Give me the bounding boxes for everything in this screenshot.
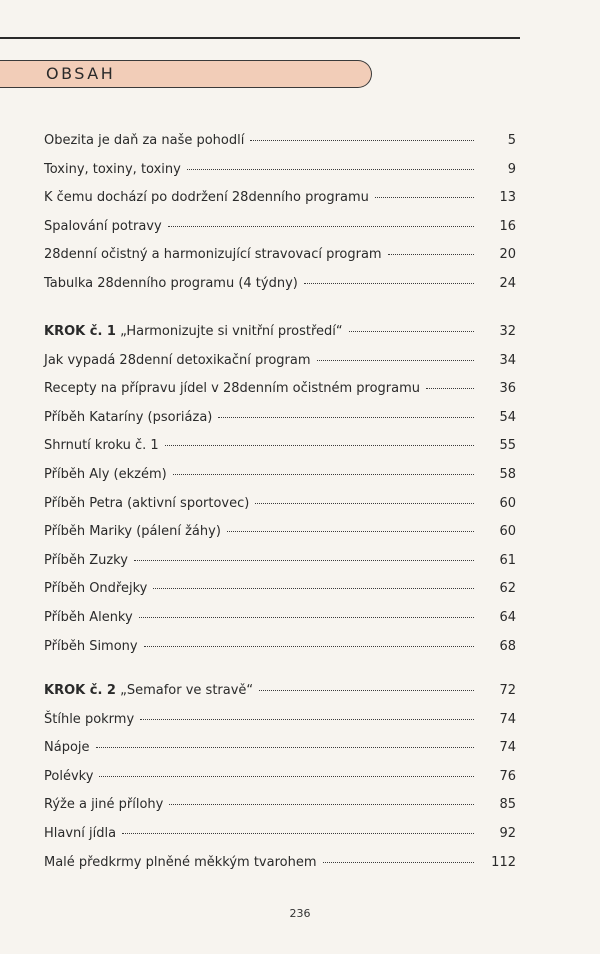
toc-page-number: 24 xyxy=(499,276,516,291)
toc-entry[interactable] xyxy=(44,524,516,540)
toc-entry[interactable] xyxy=(44,639,516,655)
toc-page-number: 76 xyxy=(499,768,516,784)
dot-leader xyxy=(187,169,474,170)
dot-leader xyxy=(375,197,474,198)
dot-leader xyxy=(388,254,474,255)
dot-leader xyxy=(144,646,474,647)
toc-entry-title xyxy=(44,353,311,369)
toc-entry-text: Příběh Alenky xyxy=(44,610,133,625)
toc-entry-text: „Harmonizujte si vnitřní prostředí“ xyxy=(120,324,343,339)
toc-entry[interactable] xyxy=(44,712,516,728)
toc-entry[interactable] xyxy=(44,826,516,842)
toc-entry-text: Příběh Simony xyxy=(44,638,138,654)
toc-entry-text: Nápoje xyxy=(44,740,90,756)
toc-page-number: 62 xyxy=(499,581,516,597)
dot-leader xyxy=(165,445,474,446)
toc-page-number: 60 xyxy=(499,524,516,540)
dot-leader xyxy=(168,226,474,227)
toc-entry-title xyxy=(44,190,369,206)
toc-entry-text: Shrnutí kroku č. 1 xyxy=(44,438,159,454)
toc-entry-text: Polévky xyxy=(44,768,94,784)
toc-page-number: 13 xyxy=(499,190,516,206)
toc-entry[interactable] xyxy=(44,438,516,454)
section-header-tab xyxy=(0,60,372,88)
toc-entry-title xyxy=(44,496,249,512)
toc-entry[interactable] xyxy=(44,467,516,483)
toc-entry[interactable] xyxy=(44,855,516,871)
toc-entry[interactable] xyxy=(44,410,516,426)
page-number: 236 xyxy=(289,907,311,920)
toc-entry-text: Jak vypadá 28denní detoxikační program xyxy=(44,352,311,368)
toc-entry-title xyxy=(44,162,181,178)
toc-entry-text: „Semafor ve stravě“ xyxy=(120,683,254,698)
toc-entry[interactable] xyxy=(44,190,516,206)
dot-leader xyxy=(227,531,474,532)
toc-page-number: 36 xyxy=(499,381,516,397)
toc-entry-text: Toxiny, toxiny, toxiny xyxy=(44,161,181,177)
toc-entry-title xyxy=(44,276,298,292)
dot-leader xyxy=(153,588,474,589)
toc-entry[interactable] xyxy=(44,324,516,340)
dot-leader xyxy=(134,560,474,561)
toc-page-number: 72 xyxy=(499,683,516,698)
toc-step-label: KROK č. 1 xyxy=(44,324,116,339)
toc-page-number: 68 xyxy=(499,638,516,654)
toc-entry-title xyxy=(44,683,253,699)
toc-entry-text: Obezita je daň za naše pohodlí xyxy=(44,133,245,148)
toc-entry-text: Malé předkrmy plněné měkkým tvarohem xyxy=(44,854,317,870)
toc-entry-title xyxy=(44,855,317,871)
toc-page-number: 74 xyxy=(499,711,516,727)
dot-leader xyxy=(218,417,474,418)
toc-entry-text: Recepty na přípravu jídel v 28denním očistném programu xyxy=(44,381,421,397)
toc-entry-text: Příběh Mariky (pálení žáhy) xyxy=(44,524,221,540)
toc-entry-title xyxy=(44,381,420,397)
toc-page-number: 32 xyxy=(499,324,516,339)
toc-entry[interactable] xyxy=(44,683,516,699)
toc-page-number: 85 xyxy=(499,797,516,813)
toc-page-number: 61 xyxy=(499,552,516,568)
toc-page-number: 20 xyxy=(499,247,516,263)
dot-leader xyxy=(426,388,474,389)
toc-page-number: 5 xyxy=(507,133,516,148)
toc-entry-title xyxy=(44,740,90,756)
dot-leader xyxy=(349,331,474,332)
dot-leader xyxy=(317,360,474,361)
dot-leader xyxy=(140,719,474,720)
dot-leader xyxy=(139,617,474,618)
toc-entry-text: Tabulka 28denního programu (4 týdny) xyxy=(44,276,298,291)
toc-entry-title xyxy=(44,712,134,728)
toc-entry-text: Hlavní jídla xyxy=(44,826,117,841)
toc-entry-title xyxy=(44,219,162,235)
toc-entry[interactable] xyxy=(44,381,516,397)
toc-page-number: 60 xyxy=(499,495,516,511)
toc-entry-title xyxy=(44,524,221,540)
toc-entry-title xyxy=(44,438,159,454)
toc-step-label: KROK č. 2 xyxy=(44,683,116,698)
toc-entry[interactable] xyxy=(44,610,516,626)
toc-entry-title xyxy=(44,553,128,569)
toc-page-number: 58 xyxy=(499,467,516,482)
dot-leader xyxy=(250,140,474,141)
toc-entry-title xyxy=(44,247,382,263)
toc-entry-text: Rýže a jiné přílohy xyxy=(44,797,164,813)
toc-entry-text: Příběh Aly (ekzém) xyxy=(44,467,167,482)
dot-leader xyxy=(99,776,474,777)
toc-entry[interactable] xyxy=(44,797,516,813)
toc-entry-text: K čemu dochází po dodržení 28denního programu xyxy=(44,190,369,206)
toc-entry-text: 28denní očistný a harmonizující stravovací program xyxy=(44,247,382,263)
toc-entry[interactable] xyxy=(44,247,516,263)
dot-leader xyxy=(259,690,474,691)
top-rule xyxy=(0,37,520,39)
toc-page-number: 54 xyxy=(499,409,516,425)
dot-leader xyxy=(255,503,474,504)
toc-entry[interactable] xyxy=(44,740,516,756)
toc-entry-text: Štíhle pokrmy xyxy=(44,711,135,727)
dot-leader xyxy=(96,747,474,748)
toc-entry-title xyxy=(44,324,343,340)
dot-leader xyxy=(169,804,474,805)
toc-entry-title xyxy=(44,410,212,426)
toc-page-number: 112 xyxy=(491,854,516,870)
toc-entry-text: Příběh Zuzky xyxy=(44,552,128,568)
toc-entry-title xyxy=(44,133,244,149)
toc-entry-title xyxy=(44,797,163,813)
toc-entry-title xyxy=(44,467,167,483)
toc-entry-title xyxy=(44,581,147,597)
dot-leader xyxy=(173,474,474,475)
toc-entry-text: Spalování potravy xyxy=(44,218,162,234)
toc-page-number: 9 xyxy=(507,161,516,177)
dot-leader xyxy=(323,862,474,863)
toc-entry[interactable] xyxy=(44,581,516,597)
toc-entry[interactable] xyxy=(44,276,516,292)
toc-page-number: 55 xyxy=(499,438,516,454)
toc-page-number: 64 xyxy=(499,610,516,625)
toc-entry-title xyxy=(44,826,116,842)
toc-entry-text: Příběh Ondřejky xyxy=(44,581,148,597)
toc-entry-title xyxy=(44,610,133,626)
toc-page-number: 16 xyxy=(499,218,516,234)
toc-entry-text: Příběh Kataríny (psoriáza) xyxy=(44,409,213,425)
toc-page-number: 74 xyxy=(499,740,516,756)
toc-entry[interactable] xyxy=(44,496,516,512)
toc-entry[interactable] xyxy=(44,553,516,569)
toc-page-number: 92 xyxy=(499,826,516,841)
dot-leader xyxy=(122,833,474,834)
toc-entry[interactable] xyxy=(44,133,516,149)
toc-entry-title xyxy=(44,639,138,655)
toc-entry[interactable] xyxy=(44,162,516,178)
dot-leader xyxy=(304,283,474,284)
toc-entry[interactable] xyxy=(44,769,516,785)
toc-entry[interactable] xyxy=(44,353,516,369)
toc-page-number: 34 xyxy=(499,352,516,368)
toc-entry-title xyxy=(44,769,93,785)
page-title: OBSAH xyxy=(46,64,116,83)
toc-entry-text: Příběh Petra (aktivní sportovec) xyxy=(44,495,250,511)
toc-entry[interactable] xyxy=(44,219,516,235)
